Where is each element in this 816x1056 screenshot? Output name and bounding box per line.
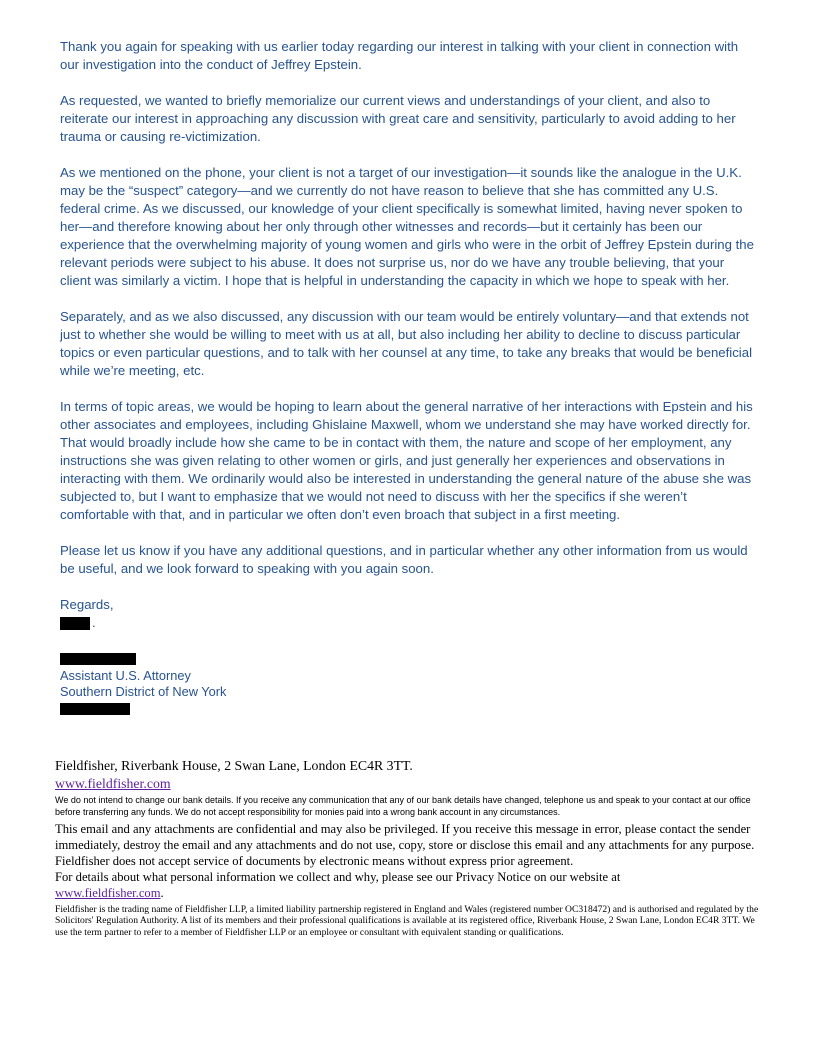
signature-block xyxy=(60,653,757,715)
redaction-bar-name xyxy=(60,653,136,665)
website-link-line xyxy=(55,775,767,792)
email-body xyxy=(60,38,757,715)
paragraph-intro: Thank you again for speaking with us earlier today regarding our interest in talking with your client in connection with our investigation into the conduct of Jeffrey Epstein. xyxy=(60,39,739,72)
redaction-bar-initials xyxy=(60,617,90,630)
email-footer xyxy=(55,757,767,938)
privacy-notice: For details about what personal information we collect and why, please see our Privacy Notice on our website at xyxy=(55,870,621,884)
redaction-bar-phone xyxy=(60,703,130,715)
paragraph-voluntary: Separately, and as we also discussed, any discussion with our team would be entirely voluntary—and that extends not just to whether she would be willing to meet with us at all, but also including her ability to decline to discuss particular topics or even particular questions, and to talk with her counsel at any time, to take any breaks that would be beneficial while we’re meeting, etc. xyxy=(60,309,753,378)
paragraph-not-a-target: As we mentioned on the phone, your client is not a target of our investigation—it sounds like the analogue in the U.K. may be the “suspect” category—and we currently do not have reason to believe that she has committed any U.S. federal crime. As we discussed, our knowledge of your client specifically is somewhat limited, having never spoken to her—and therefore knowing about her only through other witnesses and records—but it certainly has been our experience that the overwhelming majority of young women and girls who were in the orbit of Jeffrey Epstein during the relevant periods were subject to his abuse. It does not surprise us, nor do we have any trouble believing, that your client was similarly a victim. I hope that is helpful in understanding the capacity in which we hope to speak with her. xyxy=(60,165,754,288)
signature-title: Assistant U.S. Attorney xyxy=(60,668,191,683)
registration-notice: Fieldfisher is the trading name of Fieldfisher LLP, a limited liability partnership registered in England and Wales (registered number OC318472) and is authorised and regulated by the Solicitors' Regulation Authority. A list of its members and their professional qualifications is available at its registered office, Riverbank House, 2 Swan Lane, London EC4R 3TT. We use the term partner to refer to a member of Fieldfisher LLP or an employee or consultant with equivalent standing or qualifications. xyxy=(55,904,759,938)
privacy-period: . xyxy=(160,886,164,900)
firm-address: Fieldfisher, Riverbank House, 2 Swan Lane, London EC4R 3TT. xyxy=(55,758,413,773)
paragraph-additional-questions: Please let us know if you have any additional questions, and in particular whether any other information from us would be useful, and we look forward to speaking with you again soon. xyxy=(60,543,748,576)
privacy-link-line xyxy=(55,885,767,901)
confidentiality-notice: This email and any attachments are confidential and may also be privileged. If you receive this message in error, please contact the sender immediately, destroy the email and any attachments and do not use, copy, store or disclose this email and any attachments for any purpose. Fieldfisher does not accept service of documents by electronic means without express prior agreement. xyxy=(55,822,755,868)
closing-line: Regards, xyxy=(60,597,114,612)
website-link[interactable]: www.fieldfisher.com xyxy=(55,776,171,791)
closing-period: . xyxy=(92,615,96,630)
paragraph-memorialize: As requested, we wanted to briefly memorialize our current views and understandings of your client, and also to reiterate our interest in approaching any discussion with great care and sensitivity, particularly to avoid adding to her trauma or causing re-victimization. xyxy=(60,93,736,144)
signature-initials-line xyxy=(60,614,757,632)
paragraph-topic-areas: In terms of topic areas, we would be hoping to learn about the general narrative of her interactions with Epstein and his other associates and employees, including Ghislaine Maxwell, whom we understand she may have worked directly for. That would broadly include how she came to be in contact with them, the nature and scope of her employment, any instructions she was given relating to other women or girls, and just generally her experiences and observations in interacting with them. We ordinarily would also be interested in understanding the general nature of the abuse she was subjected to, but I want to emphasize that we would not need to discuss with her the specifics if she weren’t comfortable with that, and in particular we often don’t even broach that subject in a first meeting. xyxy=(60,399,753,522)
signature-office: Southern District of New York xyxy=(60,683,227,699)
privacy-website-link[interactable]: www.fieldfisher.com xyxy=(55,886,161,900)
bank-details-warning: We do not intend to change our bank details. If you receive any communication that any of our bank details have changed, telephone us and speak to your contact at our office before transferring any funds. We do not accept responsibility for monies paid into a wrong bank account in any circumstances. xyxy=(55,795,751,817)
